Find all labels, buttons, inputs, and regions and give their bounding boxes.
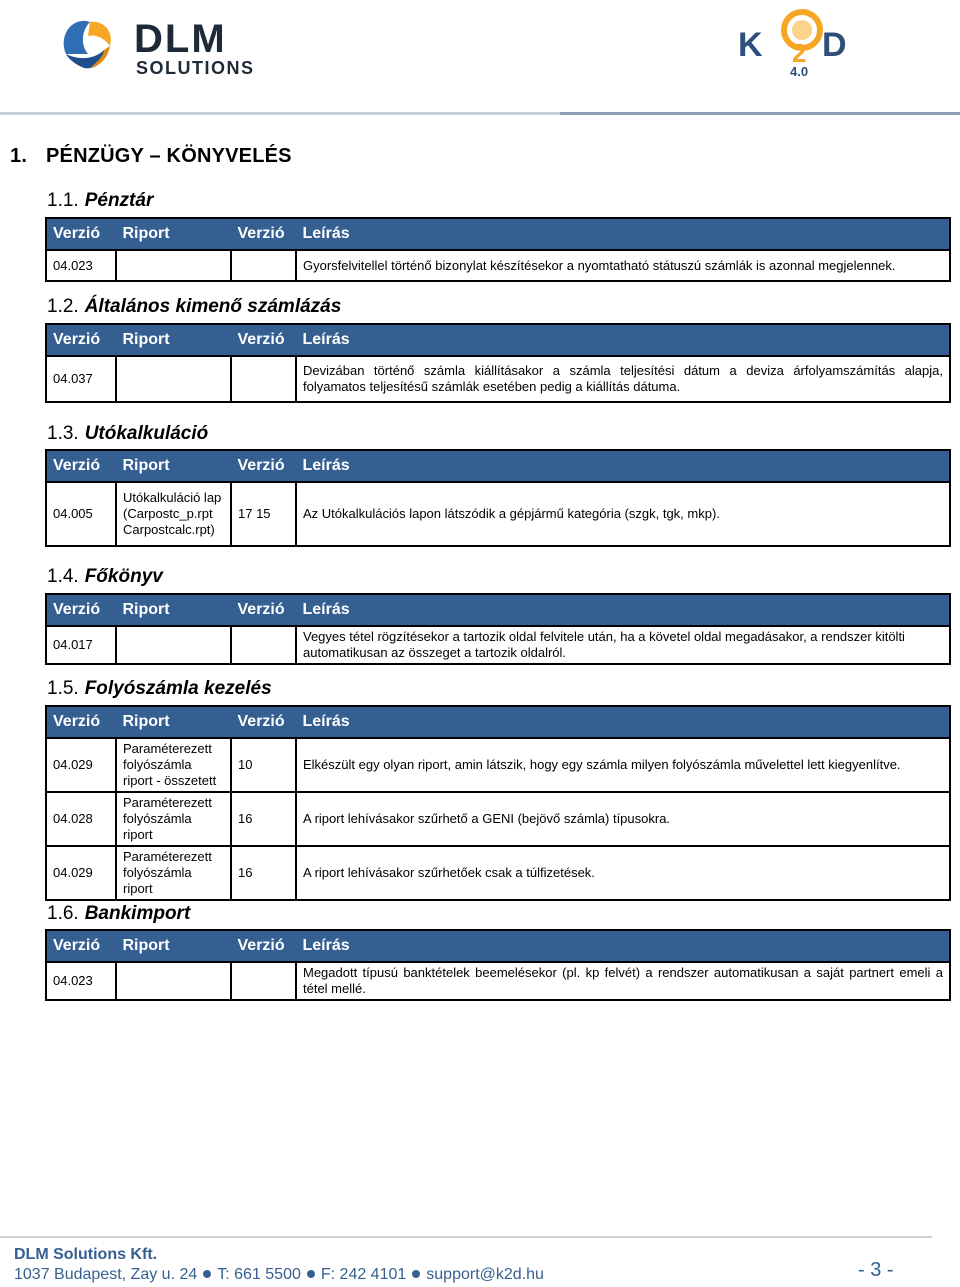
col-header-version: Verzió (46, 450, 116, 482)
changes-table (45, 593, 951, 665)
section-heading (47, 903, 190, 925)
cell-description: Megadott típusú banktételek beemelésekor (pl. kp felvét) a rendszer automatikusan a saját partnert emeli a tétel mellé. (296, 962, 950, 1000)
section-heading (47, 190, 153, 212)
section-title: Főkönyv (84, 566, 163, 587)
cell-report: Paraméterezett folyószámla riport (116, 846, 231, 900)
col-header-report-version: Verzió (231, 218, 296, 250)
table-row (46, 846, 950, 900)
heading-number: 1. (10, 145, 28, 167)
section-title: Általános kimenő számlázás (84, 296, 342, 317)
changes-table (45, 323, 951, 403)
cell-version: 04.017 (46, 626, 116, 664)
cell-version: 04.029 (46, 738, 116, 792)
cell-report (116, 626, 231, 664)
footer-phone: T: 661 5500 (217, 1266, 301, 1283)
cell-version: 04.023 (46, 250, 116, 281)
bullet-icon (307, 1270, 315, 1278)
col-header-report: Riport (116, 324, 231, 356)
cell-report-version: 17 15 (231, 482, 296, 546)
cell-description: Devizában történő számla kiállításakor a számla teljesítési dátum a deviza árfolyamszámítás alapja, folyamatos teljesítésű számlák esetében pedig a kiállítás dátuma. (296, 356, 950, 402)
cell-report-version (231, 250, 296, 281)
col-header-report: Riport (116, 706, 231, 738)
svg-text:D: D (822, 26, 847, 64)
table-header-row (46, 594, 950, 626)
svg-text:SOLUTIONS: SOLUTIONS (136, 58, 255, 78)
section-title: Folyószámla kezelés (84, 678, 272, 699)
col-header-report-version: Verzió (231, 706, 296, 738)
header-divider-accent (560, 112, 960, 115)
cell-report (116, 356, 231, 402)
col-header-report-version: Verzió (231, 930, 296, 962)
table-row (46, 626, 950, 664)
section-heading (47, 296, 341, 318)
cell-version: 04.029 (46, 846, 116, 900)
table-header-row (46, 930, 950, 962)
heading-title: PÉNZÜGY – KÖNYVELÉS (46, 145, 292, 167)
section-number: 1.2. (47, 296, 79, 317)
svg-text:4.0: 4.0 (790, 64, 809, 78)
section-title: Utókalkuláció (84, 423, 209, 444)
page-heading (10, 145, 292, 168)
table-header-row (46, 324, 950, 356)
table-row (46, 738, 950, 792)
footer-fax: F: 242 4101 (320, 1266, 407, 1283)
cell-report-version: 16 (231, 846, 296, 900)
cell-report (116, 962, 231, 1000)
cell-report (116, 250, 231, 281)
section-heading (47, 678, 272, 700)
cell-description: Elkészült egy olyan riport, amin látszik, hogy egy számla milyen folyószámla művelettel lett kiegyenlítve. (296, 738, 950, 792)
table-header-row (46, 450, 950, 482)
footer-divider (0, 1236, 932, 1238)
col-header-report-version: Verzió (231, 450, 296, 482)
cell-report-version (231, 962, 296, 1000)
section-heading (47, 423, 208, 445)
footer-address: 1037 Budapest, Zay u. 24 (14, 1266, 198, 1283)
page-header (0, 0, 960, 120)
cell-description: Vegyes tétel rögzítésekor a tartozik oldal felvitele után, ha a követel oldal megadásakor, a rendszer kitölti automatikusan az összeget a tartozik oldalról. (296, 626, 950, 664)
col-header-version: Verzió (46, 218, 116, 250)
k2d-logo (736, 4, 866, 78)
changes-table (45, 929, 951, 1001)
cell-version: 04.028 (46, 792, 116, 846)
cell-version: 04.005 (46, 482, 116, 546)
footer-contact (14, 1266, 544, 1284)
bullet-icon (203, 1270, 211, 1278)
cell-report-version: 10 (231, 738, 296, 792)
col-header-description: Leírás (296, 218, 950, 250)
table-row (46, 792, 950, 846)
table-header-row (46, 218, 950, 250)
cell-version: 04.037 (46, 356, 116, 402)
cell-version: 04.023 (46, 962, 116, 1000)
bullet-icon (412, 1270, 420, 1278)
changes-table (45, 449, 951, 547)
changes-table (45, 217, 951, 282)
col-header-version: Verzió (46, 930, 116, 962)
svg-text:K: K (738, 26, 763, 64)
section-number: 1.4. (47, 566, 79, 587)
svg-text:DLM: DLM (134, 17, 227, 61)
cell-description: Az Utókalkulációs lapon látszódik a gépjármű kategória (szgk, tgk, mkp). (296, 482, 950, 546)
col-header-description: Leírás (296, 324, 950, 356)
col-header-version: Verzió (46, 706, 116, 738)
cell-report: Paraméterezett folyószámla riport (116, 792, 231, 846)
section-title: Bankimport (84, 903, 191, 924)
section-heading (47, 566, 163, 588)
table-row (46, 356, 950, 402)
col-header-version: Verzió (46, 324, 116, 356)
cell-report-version (231, 356, 296, 402)
cell-description: A riport lehívásakor szűrhető a GENI (bejövő számla) típusokra. (296, 792, 950, 846)
cell-description: Gyorsfelvitellel történő bizonylat készítésekor a nyomtatható státuszú számlák is azonnal megjelennek. (296, 250, 950, 281)
section-number: 1.5. (47, 678, 79, 699)
col-header-report-version: Verzió (231, 594, 296, 626)
dlm-solutions-logo (54, 10, 304, 80)
col-header-version: Verzió (46, 594, 116, 626)
table-row (46, 482, 950, 546)
col-header-report: Riport (116, 930, 231, 962)
col-header-report: Riport (116, 218, 231, 250)
col-header-report: Riport (116, 450, 231, 482)
col-header-description: Leírás (296, 594, 950, 626)
table-row (46, 250, 950, 281)
section-number: 1.1. (47, 190, 79, 211)
col-header-report: Riport (116, 594, 231, 626)
table-row (46, 962, 950, 1000)
section-title: Pénztár (84, 190, 154, 211)
cell-report-version: 16 (231, 792, 296, 846)
changes-table (45, 705, 951, 901)
cell-report-version (231, 626, 296, 664)
svg-text:2: 2 (792, 38, 807, 68)
col-header-description: Leírás (296, 450, 950, 482)
col-header-description: Leírás (296, 930, 950, 962)
cell-report: Paraméterezett folyószámla riport - összetett (116, 738, 231, 792)
col-header-report-version: Verzió (231, 324, 296, 356)
page-number: - 3 - (858, 1259, 894, 1281)
footer-email[interactable]: support@k2d.hu (426, 1266, 544, 1283)
col-header-description: Leírás (296, 706, 950, 738)
section-number: 1.6. (47, 903, 79, 924)
footer-company: DLM Solutions Kft. (14, 1246, 158, 1263)
cell-description: A riport lehívásakor szűrhetőek csak a túlfizetések. (296, 846, 950, 900)
cell-report: Utókalkuláció lap (Carpostc_p.rpt Carpostcalc.rpt) (116, 482, 231, 546)
table-header-row (46, 706, 950, 738)
section-number: 1.3. (47, 423, 79, 444)
